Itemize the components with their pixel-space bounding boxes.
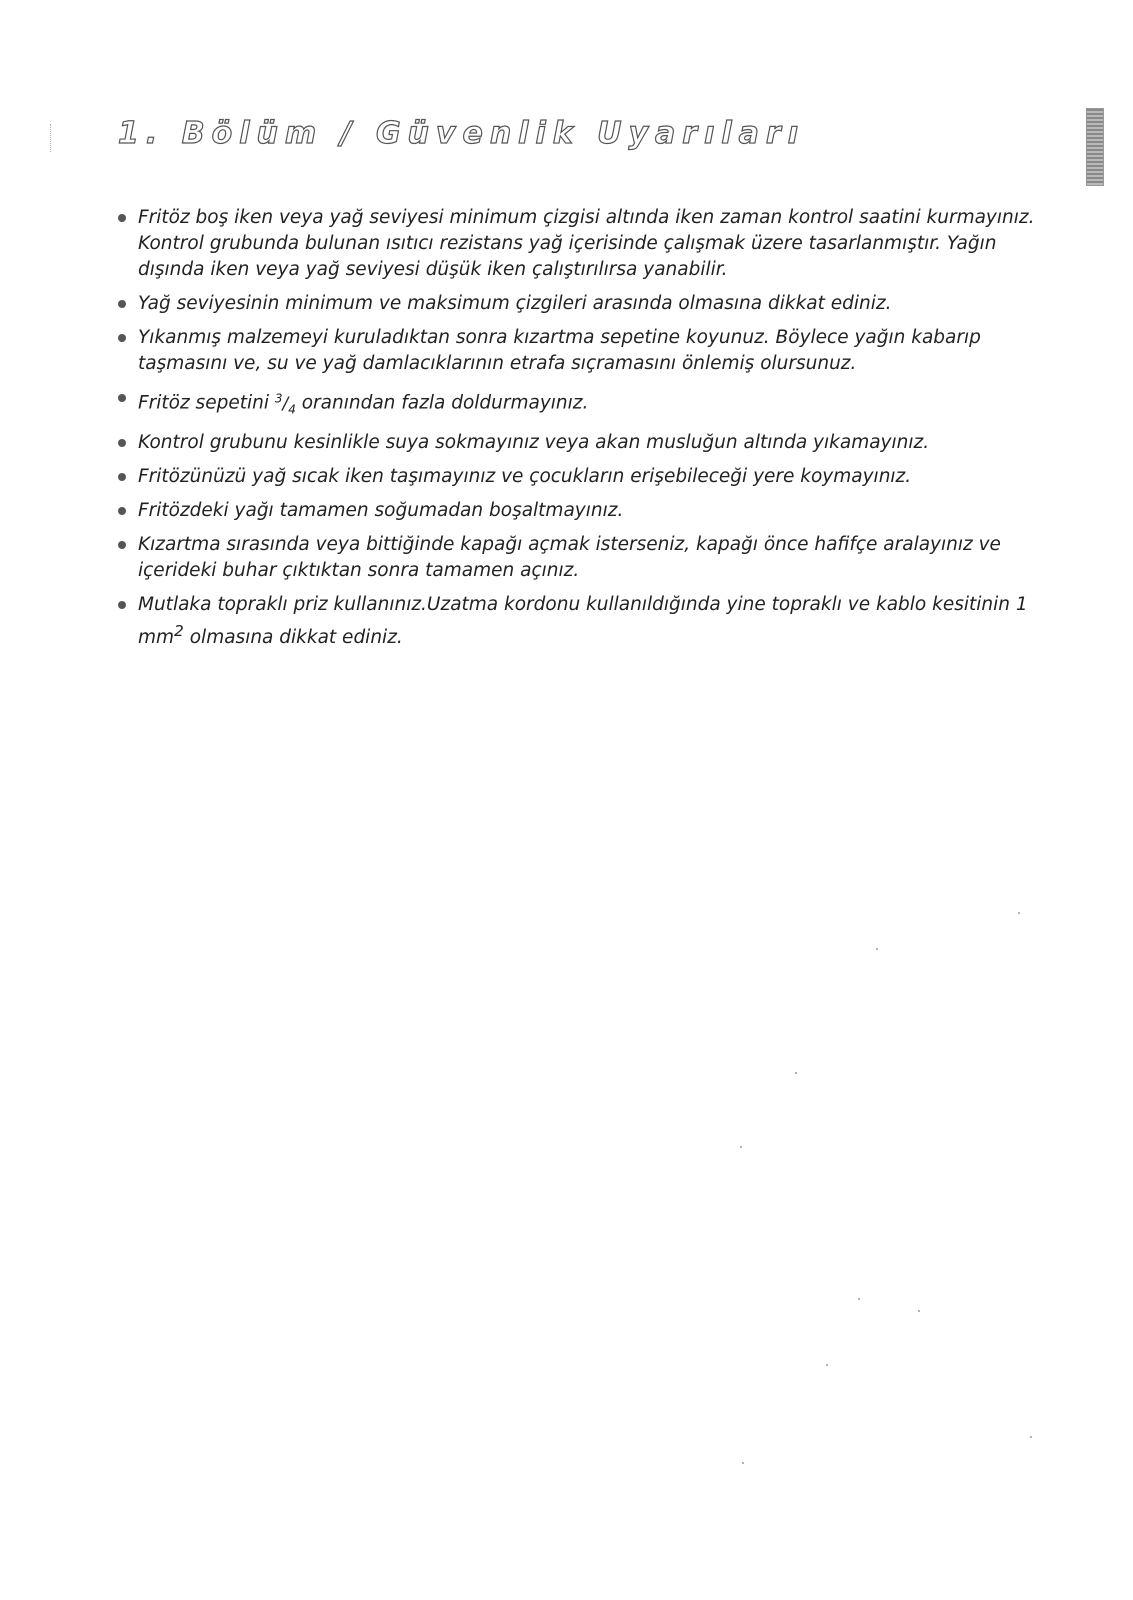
scan-speck xyxy=(876,948,878,950)
list-item xyxy=(118,205,1048,283)
section-tab-marker xyxy=(1086,108,1104,186)
scan-speck xyxy=(1018,912,1020,914)
warning-text: Fritözünüzü yağ sıcak iken taşımayınız ve çocukların erişebileceği yere koymayınız. xyxy=(138,466,912,488)
warning-text: Kontrol grubunu kesinlikle suya sokmayınız veya akan musluğun altında yıkamayınız. xyxy=(138,432,930,454)
list-item xyxy=(118,592,1048,651)
warning-text: Yıkanmış malzemeyi kuruladıktan sonra kızartma sepetine koyunuz. Böylece yağın kabarıp taşmasını ve, su ve yağ damlacıklarının etrafa sıçramasını önlemiş olursunuz. xyxy=(138,327,981,374)
superscript: 2 xyxy=(174,622,184,641)
safety-warnings-list xyxy=(118,205,1048,659)
bullet-icon xyxy=(118,334,126,342)
section-title: 1. Bölüm / Güvenlik Uyarıları xyxy=(118,116,805,152)
bullet-icon xyxy=(118,601,126,609)
scan-speck xyxy=(826,1364,828,1366)
list-item xyxy=(118,532,1048,584)
bullet-icon xyxy=(118,394,126,402)
scan-speck xyxy=(858,1298,860,1300)
warning-text: Fritöz boş iken veya yağ seviyesi minimum çizgisi altında iken zaman kontrol saatini kurmayınız. Kontrol grubunda bulunan ısıtıcı rezistans yağ içerisinde çalışmak üzere tasarlanmıştır. Yağın dışında iken veya yağ seviyesi düşük iken çalıştırılırsa yanabilir. xyxy=(138,207,1035,280)
bullet-icon xyxy=(118,541,126,549)
list-item xyxy=(118,430,1048,456)
bullet-icon xyxy=(118,507,126,515)
list-item xyxy=(118,385,1048,422)
scan-speck xyxy=(742,1462,744,1464)
bullet-icon xyxy=(118,473,126,481)
bullet-icon xyxy=(118,300,126,308)
fraction: $^3/_4$ xyxy=(274,391,296,417)
margin-mark xyxy=(50,124,61,152)
warning-text-start: Fritöz sepetini xyxy=(138,392,275,414)
warning-text: Yağ seviyesinin minimum ve maksimum çizgileri arasında olmasına dikkat ediniz. xyxy=(138,293,892,314)
fraction-denominator: 4 xyxy=(288,402,296,417)
bullet-icon xyxy=(118,439,126,447)
scan-speck xyxy=(918,1310,920,1312)
scan-speck xyxy=(740,1146,742,1148)
warning-text-start: Mutlaka topraklı priz kullanınız.Uzatma kordonu kullanıldığında yine topraklı ve kablo kesitinin 1 mm xyxy=(138,594,1028,649)
warning-text: Kızartma sırasında veya bittiğinde kapağı açmak isterseniz, kapağı önce hafifçe aralayınız ve içerideki buhar çıktıktan sonra tamamen açınız. xyxy=(138,534,1001,582)
list-item xyxy=(118,325,1048,377)
fraction-numerator: 3 xyxy=(274,391,283,405)
warning-text-end: oranından fazla doldurmayınız. xyxy=(295,392,589,414)
list-item xyxy=(118,498,1048,524)
scan-speck xyxy=(795,1072,797,1074)
warning-text-end: olmasına dikkat ediniz. xyxy=(183,627,403,649)
list-item xyxy=(118,464,1048,490)
scan-speck xyxy=(1030,1436,1032,1438)
list-item xyxy=(118,291,1048,317)
bullet-icon xyxy=(118,214,126,222)
warning-text: Fritözdeki yağı tamamen soğumadan boşaltmayınız. xyxy=(138,500,624,522)
